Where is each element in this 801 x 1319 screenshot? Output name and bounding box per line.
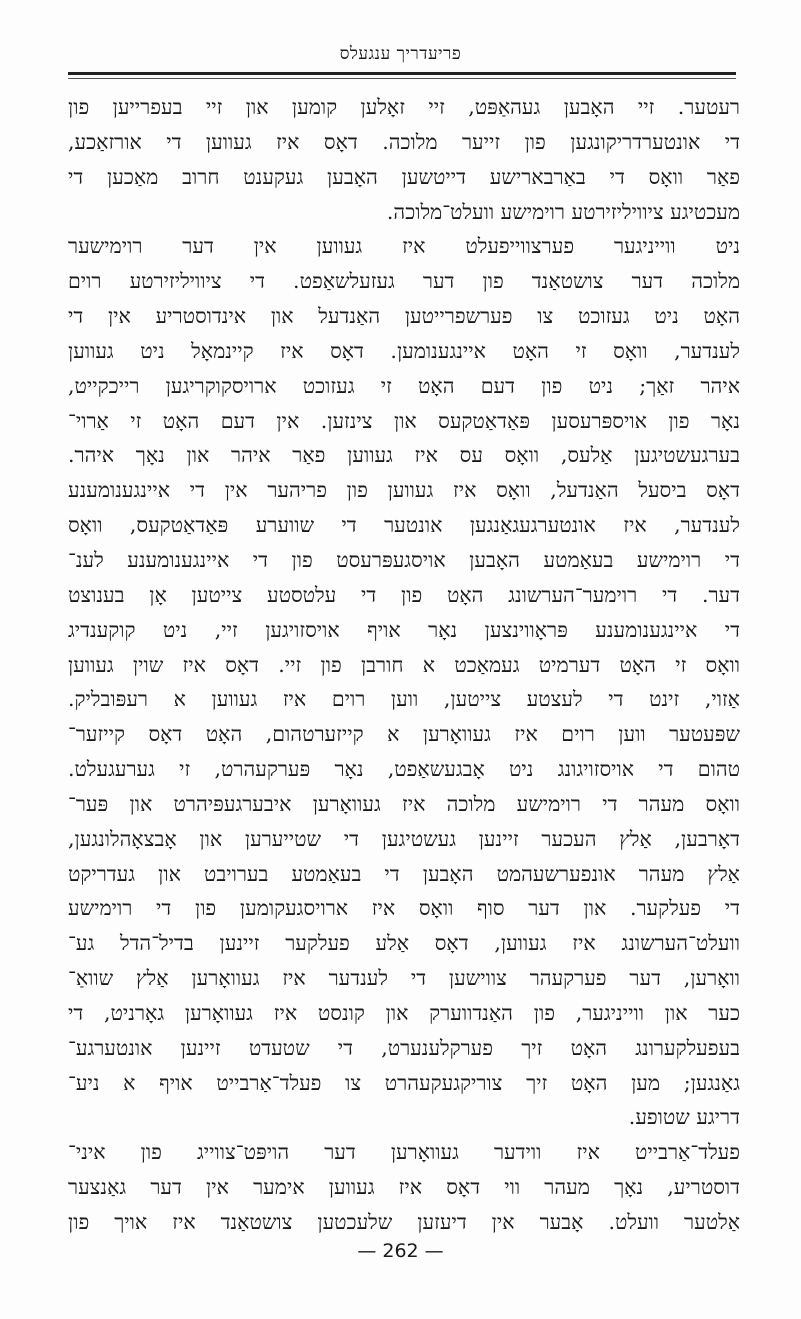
text-line: לענדער, וואָס זי האָט איינגענומען. דאָס איז קיינמאָל ניט געווען	[68, 338, 740, 363]
text-line: דריגע שטופע.	[628, 1105, 740, 1130]
text-line: דאָס ביסעל האַנדעל, וואָס איז געווען פון פריהער אין די איינגענומענע	[68, 478, 740, 503]
text-line: טהום די אויסזויגונג ניט אָבגעשאַפט, נאָר פּערקעהרט, זי גערעגעלט.	[68, 757, 740, 782]
text-line: וואָס מעהר די רוימישע מלוכה איז געוואָרען איבערגעפּיהרט און פּער־	[68, 791, 740, 816]
text-line: ניט ווייניגער פערצווייפעלט איז געווען אין דער רוימישער	[68, 234, 740, 259]
text-line: די אונטערדריקונגען פון זייער מלוכה. דאָס איז געווען די אורזאַכע,	[68, 129, 740, 154]
text-line: בערגעשטיגען אַלעס, וואָס עס איז געווען פאַר איהר און נאָך איהר.	[68, 443, 740, 468]
text-line: דער. די רוימער־הערשונג האָט פון די עלטסטע צייטען אָן בענוצט	[68, 582, 740, 607]
text-line: אַזוי, זינט די לעצטע צייטען, ווען רוים איז געווען א רעפּובליק.	[68, 687, 740, 712]
text-line: די רוימישע בעאַמטע האָבען אויסגעפּרעסט פון די איינגענומענע לענ־	[68, 547, 740, 572]
text-line: מלוכה דער צושטאַנד פון דער געזעלשאַפט. די ציוויליזירטע רוים	[68, 269, 740, 294]
text-line: דאָרבען, אַלץ העכער זיינען געשטיגען די שטייערען און אָבצאָהלונגען,	[68, 826, 740, 851]
text-line: רעטער. זיי האָבען געהאַפּט, זיי זאָלען קומען און זיי בעפרייען פון	[68, 95, 740, 119]
text-line: פאַר וואָס די באַרבארישע דייטשען האָבען געקענט חרוב מאַכען די	[68, 164, 740, 189]
header-rule	[68, 72, 736, 75]
text-line: די פעלקער. און דער סוף וואָס איז ארויסגעקומען פון די רוימישע	[68, 896, 740, 921]
text-line: איהר זאַך; ניט פון דעם האָט זי געזוכט ארויסקוקריגען רייכקייט,	[68, 373, 740, 398]
text-line: בעפעלקערונג האָט זיך פערקלענערט, די שטעדט זיינען אונטערגע־	[68, 1035, 740, 1060]
text-line: וואָס זי האָט דערמיט געמאַכט א חורבן פון זיי. דאָס איז שוין געווען	[68, 652, 740, 677]
running-head: פריעדריך ענגעלס	[339, 44, 462, 64]
text-line: אַלץ מעהר אונפערשעהמט האָבען די בעאַמטע בערויבט און געדריקט	[68, 861, 740, 886]
text-line: האָט ניט געזוכט צו פערשפרייטען האַנדעל און אינדוסטריע אין די	[68, 304, 740, 329]
text-line: מעכטיגע ציוויליזירטע רוימישע וועלט־מלוכה.	[386, 199, 740, 224]
text-line: פעלד־אַרבייט איז ווידער געוואָרען דער הויפּט־צווייג פון איני־	[68, 1140, 740, 1165]
page-number: — 262 —	[357, 1240, 444, 1262]
text-line: כער און ווייניגער, פון האַנדווערק און קונסט איז געוואָרען גאָרניט, די	[68, 1000, 740, 1025]
text-line: שפּעטער ווען רוים איז געוואָרען א קייזערטהום, האָט דאָס קייזער־	[68, 722, 740, 747]
text-line: דוסטריע, נאָך מעהר ווי דאָס איז געווען אימער אין דער גאַנצער	[68, 1175, 740, 1200]
text-line: וועלט־הערשונג איז געווען, דאָס אַלע פעלקער זיינען בדיל־הדל גע־	[68, 931, 740, 956]
text-line: אַלטער וועלט. אָבער אין דיעזען שלעכטען צושטאַנד איז אויך פון	[68, 1210, 740, 1234]
body-text	[68, 90, 740, 1240]
text-line: די איינגענומענע פּראָווינצען נאָר אויף אויסזויגען זיי, ניט קוקענדיג	[68, 617, 740, 642]
text-line: וואָרען, דער פערקעהר צווישען די לענדער איז געוואָרען אַלץ שוואַ־	[68, 966, 740, 991]
text-line: גאַנגען; מען האָט זיך צוריקגעקעהרט צו פעלד־אַרבייט אויף א ניע־	[68, 1070, 740, 1095]
text-line: לענדער, איז אונטערגעגאַנגען אונטער די שווערע פּאַדאַטקעס, וואָס	[68, 513, 740, 538]
text-line: נאָר פון אויספּרעסען פּאַדאַטקעס און צינזען. אין דעם האָט זי אַרוי־	[68, 408, 740, 433]
